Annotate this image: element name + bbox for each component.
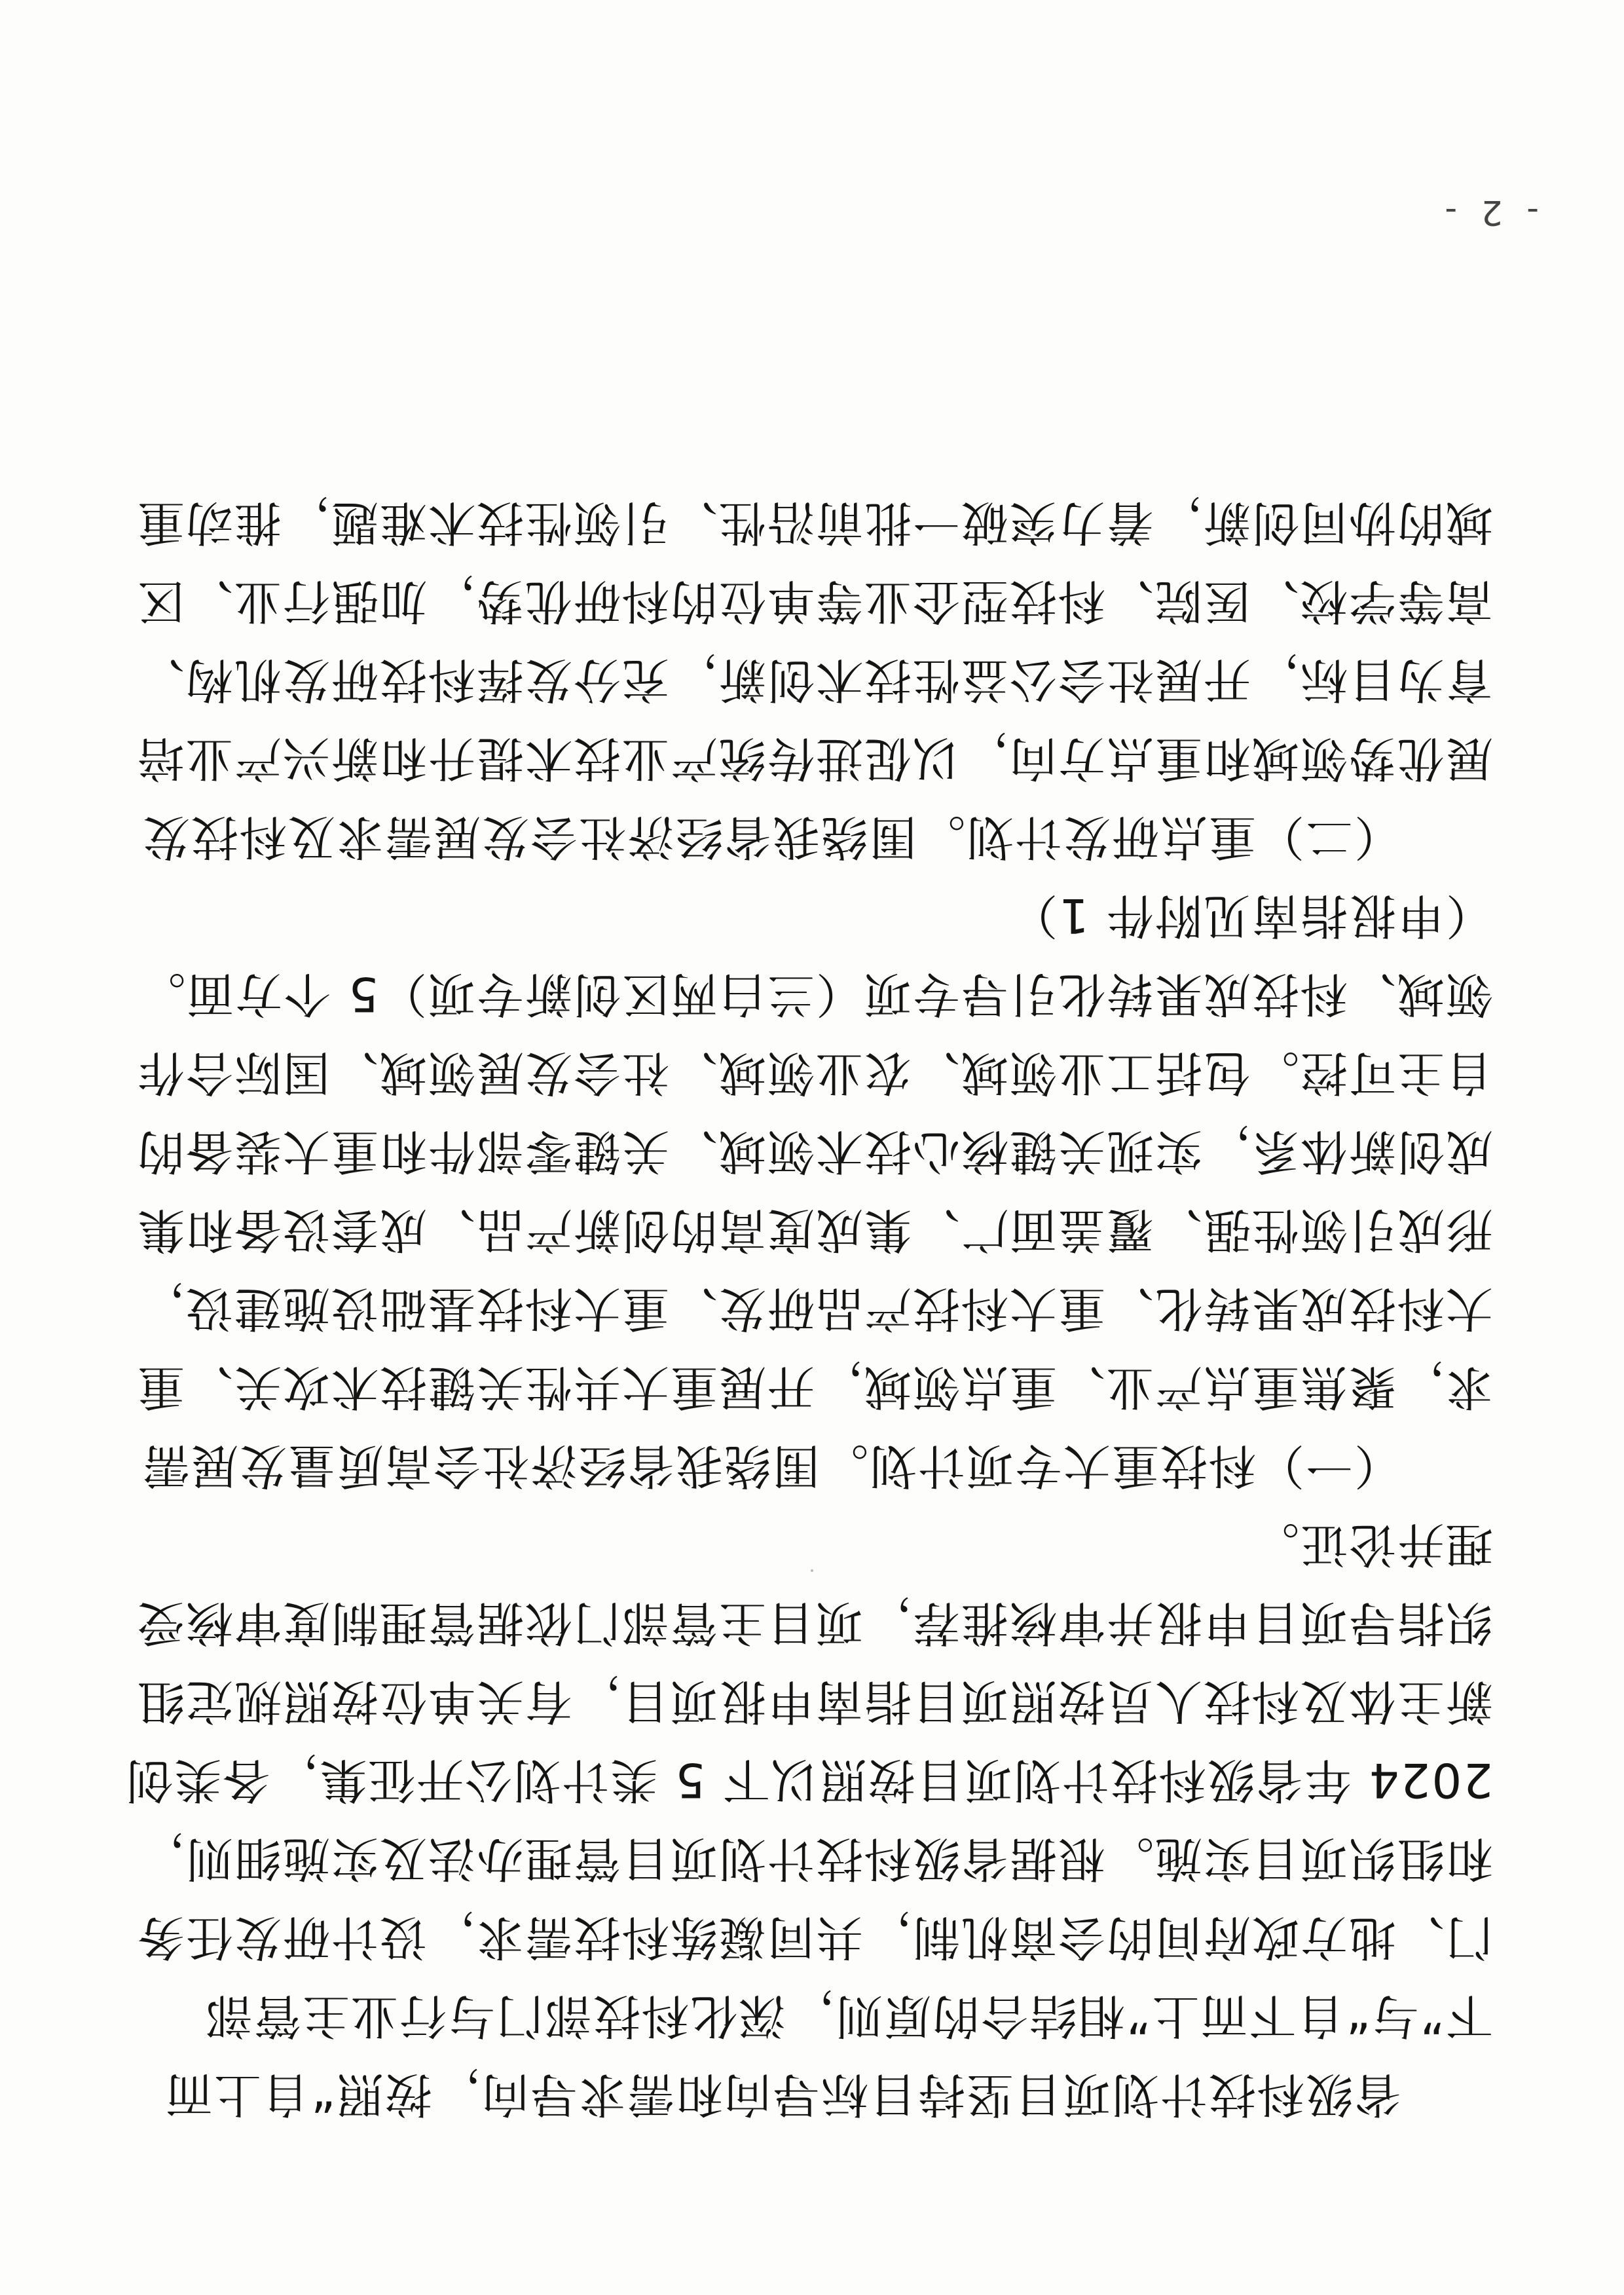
guide-reference-line: （申报指南见附件 1） bbox=[1009, 888, 1493, 943]
body-text-line: 大科技成果转化、重大科技产品研发、重大科技基础设施建设， bbox=[136, 1281, 1493, 1336]
body-text-line: 自主可控。包括工业领域、农业领域、社会发展领域、国际合作 bbox=[136, 1045, 1493, 1100]
body-text-line: 求，聚焦重点产业、重点领域，开展重大共性关键技术攻关、重 bbox=[136, 1360, 1493, 1415]
scan-speck bbox=[811, 1569, 813, 1572]
section-heading-line: （二）重点研发计划。围绕我省经济社会发展需求及科技发 bbox=[141, 810, 1401, 865]
page-number: - 2 - bbox=[1438, 193, 1539, 232]
body-text-line: 门、地方政府间的会商机制，共同凝练科技需求，设计研发任务 bbox=[136, 1910, 1493, 1965]
section-heading-line: （一）科技重大专项计划。围绕我省经济社会高质量发展需 bbox=[141, 1438, 1401, 1493]
body-text-line: 新主体及科技人员按照项目指南申报项目，有关单位按照规定组 bbox=[136, 1674, 1493, 1729]
body-text-line: 成创新体系，实现关键核心技术领域、关键零部件和重大装备的 bbox=[136, 1124, 1493, 1179]
body-text-line: 和组织项目实施。根据省级科技计划项目管理办法及实施细则， bbox=[136, 1831, 1493, 1886]
body-text-line: 域的协同创新，着力突破一批前沿性、引领性技术难题，推动重 bbox=[136, 495, 1493, 550]
body-text-line: 省级科技计划项目坚持目标导向和需求导向，按照“自上而 bbox=[164, 2067, 1401, 2122]
body-text-line: 育为目标，开展社会公益性技术创新，充分发挥科技研发机构、 bbox=[136, 652, 1493, 707]
body-text-line: 织指导项目申报并审核推荐，项目主管部门依据管理制度审核受 bbox=[136, 1595, 1493, 1651]
body-text-line: 展优势领域和重点方向，以促进传统产业技术提升和新兴产业培 bbox=[136, 731, 1493, 786]
body-text-line: 领域、科技成果转化引导专项（兰白两区创新专项）5 个方面。 bbox=[137, 967, 1493, 1022]
body-text-line: 高等学校、医院、科技型企业等单位的科研优势，加强行业、区 bbox=[136, 574, 1493, 629]
body-text-line: 2024 年省级科技计划项目按照以下 5 类计划公开征集，各类创 bbox=[124, 1753, 1493, 1808]
body-text-line: 下”与“自下而上”相结合的原则，深化科技部门与行业主管部 bbox=[204, 1988, 1493, 2043]
body-text-line: 形成引领性强、覆盖面广、集成度高的创新产品、成套设备和集 bbox=[136, 1203, 1493, 1258]
body-text-line: 理并论证。 bbox=[1250, 1517, 1493, 1572]
